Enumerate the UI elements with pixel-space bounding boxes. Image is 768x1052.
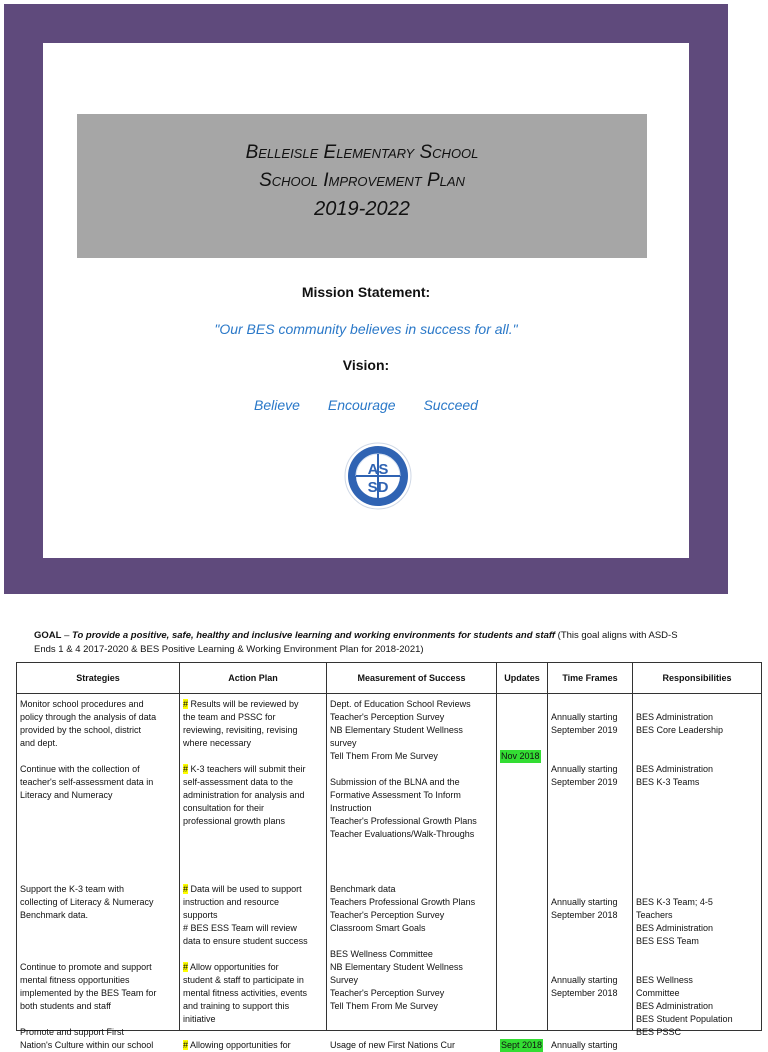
measurement-line: NB Elementary Student Wellness	[330, 725, 463, 735]
timeframe-line: Annually starting	[551, 897, 618, 907]
strategy-line: Benchmark data.	[20, 910, 89, 920]
table-row	[17, 694, 762, 1031]
strategy-line: provided by the school, district	[20, 725, 142, 735]
action-line: consultation for their	[183, 803, 265, 813]
action-line: administration for analysis and	[183, 790, 305, 800]
strategy-line: Continue with the collection of	[20, 764, 140, 774]
timeframe-line: Annually starting	[551, 764, 618, 774]
strategy-line: mental fitness opportunities	[20, 975, 130, 985]
action-line: and training to support this	[183, 1001, 290, 1011]
cover-page-border	[4, 4, 728, 594]
improvement-plan-table	[16, 662, 762, 1050]
vision-label: Vision:	[342, 357, 390, 373]
strategy-line: Promote and support First	[20, 1027, 125, 1037]
responsibility-line: BES Core Leadership	[636, 725, 724, 735]
responsibility-line: BES K-3 Team; 4-5	[636, 897, 713, 907]
measurement-line: NB Elementary Student Wellness	[330, 962, 463, 972]
action-line: # Allow opportunities for	[183, 962, 279, 972]
update-badge: Sept 2018	[501, 1040, 543, 1050]
updates-cell	[497, 694, 548, 1050]
action-line: # Results will be reviewed by	[183, 699, 299, 709]
goal-note-line2: Ends 1 & 4 2017-2020 & BES Positive Learning & Working Environment Plan for 2018-2021)	[34, 644, 424, 655]
mission-statement-text: "Our BES community believes in success for all."	[214, 321, 518, 337]
col-action-plan: Action Plan	[180, 663, 327, 694]
timeframe-line: September 2019	[551, 725, 618, 735]
action-line: data to ensure student success	[183, 936, 308, 946]
action-line: the team and PSSC for	[183, 712, 276, 722]
goal-note-line1: (This goal aligns with ASD-S	[555, 630, 678, 641]
measurement-line: Formative Assessment To Inform	[330, 790, 461, 800]
action-line: professional growth plans	[183, 816, 286, 826]
action-plan-cell	[180, 694, 327, 1050]
measurement-line: survey	[330, 738, 357, 748]
action-line: student & staff to participate in	[183, 975, 304, 985]
measurement-line: Teacher's Perception Survey	[330, 988, 445, 998]
col-measurement: Measurement of Success	[327, 663, 497, 694]
strategy-line: policy through the analysis of data	[20, 712, 157, 722]
measurement-line: Benchmark data	[330, 884, 396, 894]
measurement-line: Teachers Professional Growth Plans	[330, 897, 476, 907]
measurement-line: Teacher's Professional Growth Plans	[330, 816, 477, 826]
measurement-line: BES Wellness Committee	[330, 949, 433, 959]
action-line: # BES ESS Team will review	[183, 923, 297, 933]
school-name: Belleisle Elementary School	[245, 142, 479, 163]
time-frames-cell	[548, 694, 633, 1050]
vision-words	[43, 397, 689, 413]
timeframe-line: September 2018	[551, 988, 618, 998]
measurement-line: Teacher Evaluations/Walk-Throughs	[330, 829, 475, 839]
measurement-line: Instruction	[330, 803, 372, 813]
col-updates: Updates	[497, 663, 548, 694]
action-line: self-assessment data to the	[183, 777, 294, 787]
strategy-line: Continue to promote and support	[20, 962, 152, 972]
strategy-line: both students and staff	[20, 1001, 111, 1011]
responsibilities-cell	[633, 694, 762, 1037]
goal-text: To provide a positive, safe, healthy and inclusive learning and working environments for students and staff	[72, 630, 556, 641]
responsibility-line: BES Administration	[636, 712, 714, 722]
action-line: # Data will be used to support	[183, 884, 302, 894]
responsibility-line: BES Administration	[636, 764, 714, 774]
vision-word-encourage: Encourage	[327, 397, 396, 413]
strategy-line: Monitor school procedures and	[20, 699, 144, 709]
goal-statement	[34, 629, 734, 657]
district-logo	[343, 441, 413, 511]
measurement-cell	[327, 694, 497, 1050]
measurement-line: Submission of the BLNA and the	[330, 777, 460, 787]
timeframe-line: September 2019	[551, 777, 618, 787]
measurement-line: Teacher's Perception Survey	[330, 712, 445, 722]
measurement-line: Survey	[330, 975, 359, 985]
measurement-line: Teacher's Perception Survey	[330, 910, 445, 920]
table-header-row	[17, 663, 762, 694]
vision-word-succeed: Succeed	[423, 397, 478, 413]
action-line: instruction and resource	[183, 897, 280, 907]
responsibility-line: BES Administration	[636, 923, 714, 933]
timeframe-line: Annually starting	[551, 1040, 618, 1050]
col-responsibilities: Responsibilities	[633, 663, 762, 694]
timeframe-line: Annually starting	[551, 712, 618, 722]
col-time-frames: Time Frames	[548, 663, 633, 694]
strategy-line: Support the K-3 team with	[20, 884, 125, 894]
action-line: supports	[183, 910, 218, 920]
vision-word-believe: Believe	[254, 397, 300, 413]
hash-marker: #	[183, 764, 189, 774]
update-badge: Nov 2018	[501, 751, 540, 761]
hash-marker: #	[183, 962, 189, 972]
responsibility-line: BES Wellness	[636, 975, 693, 985]
responsibility-line: BES K-3 Teams	[636, 777, 700, 787]
hash-marker: #	[183, 884, 189, 894]
measurement-line: Classroom Smart Goals	[330, 923, 426, 933]
strategy-line: Literacy and Numeracy	[20, 790, 113, 800]
responsibility-line: BES Student Population	[636, 1014, 733, 1024]
goal-label: GOAL	[34, 630, 62, 641]
plan-years: 2019-2022	[314, 198, 410, 220]
action-line: where necessary	[183, 738, 252, 748]
measurement-line: Tell Them From Me Survey	[330, 1001, 438, 1011]
logo-text-top: AS	[367, 461, 389, 478]
action-line: reviewing, revisiting, revising	[183, 725, 298, 735]
responsibility-line: BES ESS Team	[636, 936, 699, 946]
timeframe-line: September 2018	[551, 910, 618, 920]
strategy-line: teacher's self-assessment data in	[20, 777, 154, 787]
col-strategies: Strategies	[17, 663, 180, 694]
measurement-line: Dept. of Education School Reviews	[330, 699, 471, 709]
responsibility-line: Committee	[636, 988, 680, 998]
title-box	[77, 114, 647, 258]
goal-dash: –	[61, 630, 73, 641]
action-line: initiative	[183, 1014, 216, 1024]
timeframe-line: Annually starting	[551, 975, 618, 985]
responsibility-line: BES PSSC	[636, 1027, 682, 1037]
measurement-line: Tell Them From Me Survey	[330, 751, 438, 761]
cover-page	[43, 43, 689, 558]
measurement-line: Usage of new First Nations Cur	[330, 1040, 456, 1050]
action-line: # Allowing opportunities for	[183, 1040, 291, 1050]
plan-title: School Improvement Plan	[259, 170, 465, 191]
mission-statement-label: Mission Statement:	[301, 284, 431, 300]
strategy-line: and dept.	[20, 738, 58, 748]
action-line: mental fitness activities, events	[183, 988, 308, 998]
logo-text-bottom: SD	[367, 479, 389, 496]
strategy-line: collecting of Literacy & Numeracy	[20, 897, 154, 907]
responsibility-line: BES Administration	[636, 1001, 714, 1011]
strategy-line: Nation's Culture within our school	[20, 1040, 154, 1050]
hash-marker: #	[183, 1040, 189, 1050]
strategies-cell	[17, 694, 180, 1050]
strategy-line: implemented by the BES Team for	[20, 988, 157, 998]
action-line: # K-3 teachers will submit their	[183, 764, 306, 774]
responsibility-line: Teachers	[636, 910, 673, 920]
hash-marker: #	[183, 699, 189, 709]
